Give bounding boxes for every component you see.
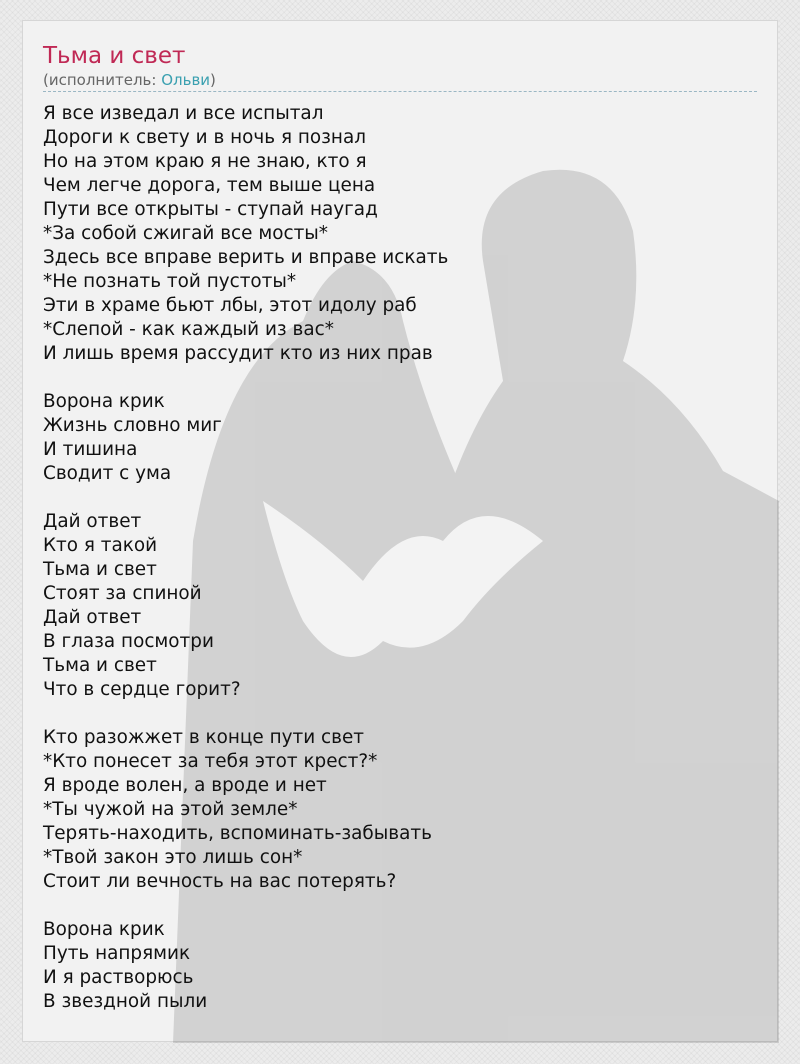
lyrics-line: *Не познать той пустоты* [43, 271, 297, 292]
lyrics-line: Тьма и свет [43, 655, 157, 676]
lyrics-line: Я вроде волен, а вроде и нет [43, 775, 327, 796]
lyrics-line: И я растворюсь [43, 967, 194, 988]
lyrics-line: В звездной пыли [43, 991, 208, 1012]
lyrics-stanza [43, 102, 777, 366]
lyrics-content [23, 21, 777, 1014]
lyrics-line: Эти в храме бьют лбы, этот идолу раб [43, 295, 417, 316]
lyrics-line: Путь напрямик [43, 943, 191, 964]
lyrics-line: Стоит ли вечность на вас потерять? [43, 871, 397, 892]
lyrics-stanza [43, 510, 777, 702]
artist-link[interactable]: Ольви [161, 71, 211, 89]
subtitle-suffix: ) [210, 71, 216, 89]
title-divider [43, 91, 757, 92]
lyrics-line: *Слепой - как каждый из вас* [43, 319, 334, 340]
lyrics-line: Ворона крик [43, 919, 165, 940]
lyrics-line: Пути все открыты - ступай наугад [43, 199, 378, 220]
lyrics-line: И тишина [43, 439, 138, 460]
lyrics-line: Здесь все вправе верить и вправе искать [43, 247, 449, 268]
lyrics-line: Сводит с ума [43, 463, 172, 484]
lyrics-line: Ворона крик [43, 391, 165, 412]
lyrics-line: В глаза посмотри [43, 631, 214, 652]
song-subtitle [43, 71, 777, 89]
lyrics-line: *Ты чужой на этой земле* [43, 799, 298, 820]
lyrics-line: Кто разожжет в конце пути свет [43, 727, 364, 748]
lyrics-card [22, 6, 778, 1042]
background-logo-text: ОЛЕ [23, 6, 58, 25]
lyrics-line: Терять-находить, вспоминать-забывать [43, 823, 432, 844]
lyrics-line: Тьма и свет [43, 559, 157, 580]
lyrics-line: Дай ответ [43, 607, 142, 628]
lyrics-line: Дороги к свету и в ночь я познал [43, 127, 366, 148]
lyrics-line: Жизнь словно миг [43, 415, 222, 436]
lyrics-stanza [43, 918, 777, 1014]
lyrics-line: *Кто понесет за тебя этот крест?* [43, 751, 378, 772]
lyrics-line: Кто я такой [43, 535, 158, 556]
lyrics-body [43, 102, 777, 1014]
lyrics-line: Но на этом краю я не знаю, кто я [43, 151, 367, 172]
song-title: Тьма и свет [43, 43, 186, 69]
lyrics-line: *Твой закон это лишь сон* [43, 847, 303, 868]
subtitle-prefix: (исполнитель: [43, 71, 162, 89]
lyrics-line: Стоят за спиной [43, 583, 202, 604]
lyrics-line: Что в сердце горит? [43, 679, 241, 700]
lyrics-stanza [43, 726, 777, 894]
lyrics-line: Чем легче дорога, тем выше цена [43, 175, 376, 196]
lyrics-stanza [43, 390, 777, 486]
lyrics-line: *За собой сжигай все мосты* [43, 223, 328, 244]
lyrics-line: Дай ответ [43, 511, 142, 532]
lyrics-line: И лишь время рассудит кто из них прав [43, 343, 433, 364]
lyrics-line: Я все изведал и все испытал [43, 103, 324, 124]
